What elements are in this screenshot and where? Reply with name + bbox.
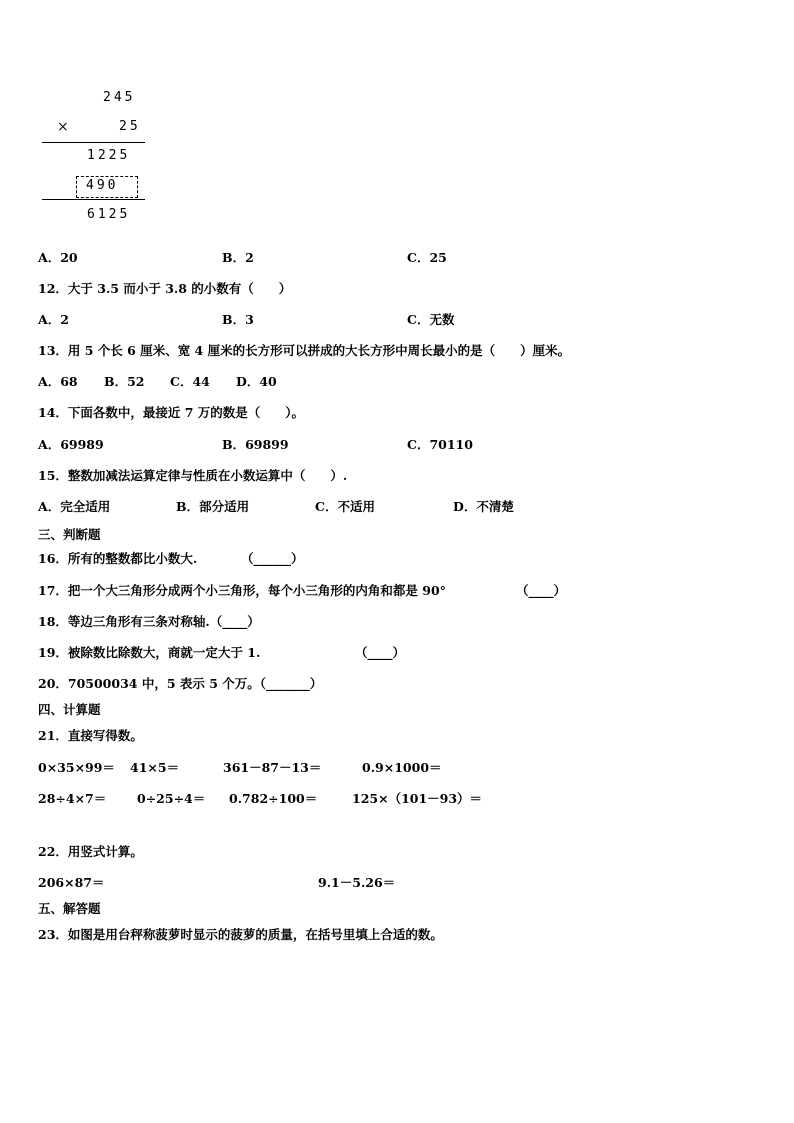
section-5-heading: 五、解答题	[38, 901, 101, 916]
q21-item: 0.9×1000＝	[362, 760, 442, 775]
q22-item: 206×87＝	[38, 875, 105, 890]
q12-stem: 12．大于 3.5 而小于 3.8 的小数有（ ）	[38, 281, 292, 296]
calc-partial2: 490	[86, 178, 119, 193]
calc-result: 6125	[87, 207, 131, 222]
q11-option-c: C．25	[407, 250, 447, 265]
q15-option-c: C．不适用	[315, 499, 375, 514]
q14-stem: 14．下面各数中，最接近 7 万的数是（ ）。	[38, 405, 305, 420]
calc-row1: 245	[103, 90, 136, 105]
calc-line-1	[42, 142, 145, 143]
q16-stem: 16．所有的整数都比小数大.	[38, 551, 198, 566]
q14-option-c: C．70110	[407, 437, 473, 452]
q21-item: 0÷25÷4＝	[137, 791, 206, 806]
q16-blank: （______）	[241, 551, 304, 566]
q15-option-b: B．部分适用	[176, 499, 250, 514]
q13-option-d: D．40	[236, 374, 277, 389]
q13-option-c: C．44	[170, 374, 210, 389]
q11-option-a: A．20	[38, 250, 78, 265]
q21-item: 28÷4×7＝	[38, 791, 107, 806]
q15-stem: 15．整数加减法运算定律与性质在小数运算中（ ）.	[38, 468, 348, 483]
q11-option-b: B．2	[222, 250, 254, 265]
calc-line-2	[42, 199, 145, 200]
section-3-heading: 三、判断题	[38, 527, 101, 542]
q17-blank: （____）	[516, 583, 567, 598]
q15-option-a: A．完全适用	[38, 499, 111, 514]
calc-partial1: 1225	[87, 148, 131, 163]
q21-item: 41×5＝	[130, 760, 180, 775]
q22-item: 9.1－5.26＝	[318, 875, 396, 890]
q21-item: 361－87－13＝	[223, 760, 322, 775]
q12-option-b: B．3	[222, 312, 254, 327]
q14-option-b: B．69899	[222, 437, 289, 452]
q12-option-c: C．无数	[407, 312, 455, 327]
q13-stem: 13．用 5 个长 6 厘米、宽 4 厘米的长方形可以拼成的大长方形中周长最小的是（ ）厘米。	[38, 343, 571, 358]
q18-stem: 18．等边三角形有三条对称轴.（____）	[38, 614, 260, 629]
q19-stem: 19．被除数比除数大，商就一定大于 1.	[38, 645, 261, 660]
q21-stem: 21．直接写得数。	[38, 728, 143, 743]
q17-stem: 17．把一个大三角形分成两个小三角形，每个小三角形的内角和都是 90°	[38, 583, 446, 598]
q12-option-a: A．2	[38, 312, 69, 327]
q19-blank: （____）	[355, 645, 406, 660]
q14-option-a: A．69989	[38, 437, 104, 452]
q13-option-b: B．52	[104, 374, 145, 389]
q21-item: 0×35×99＝	[38, 760, 115, 775]
q22-stem: 22．用竖式计算。	[38, 844, 143, 859]
q20-stem: 20．70500034 中，5 表示 5 个万。（_______）	[38, 676, 323, 691]
q23-stem: 23．如图是用台秤称菠萝时显示的菠萝的质量，在括号里填上合适的数。	[38, 927, 443, 942]
calc-row2: 25	[119, 119, 141, 134]
q13-option-a: A．68	[38, 374, 78, 389]
q15-option-d: D．不清楚	[453, 499, 514, 514]
times-sign: ×	[57, 119, 69, 135]
q21-item: 125×（101－93）＝	[352, 791, 483, 806]
section-4-heading: 四、计算题	[38, 702, 101, 717]
q21-item: 0.782÷100＝	[229, 791, 318, 806]
